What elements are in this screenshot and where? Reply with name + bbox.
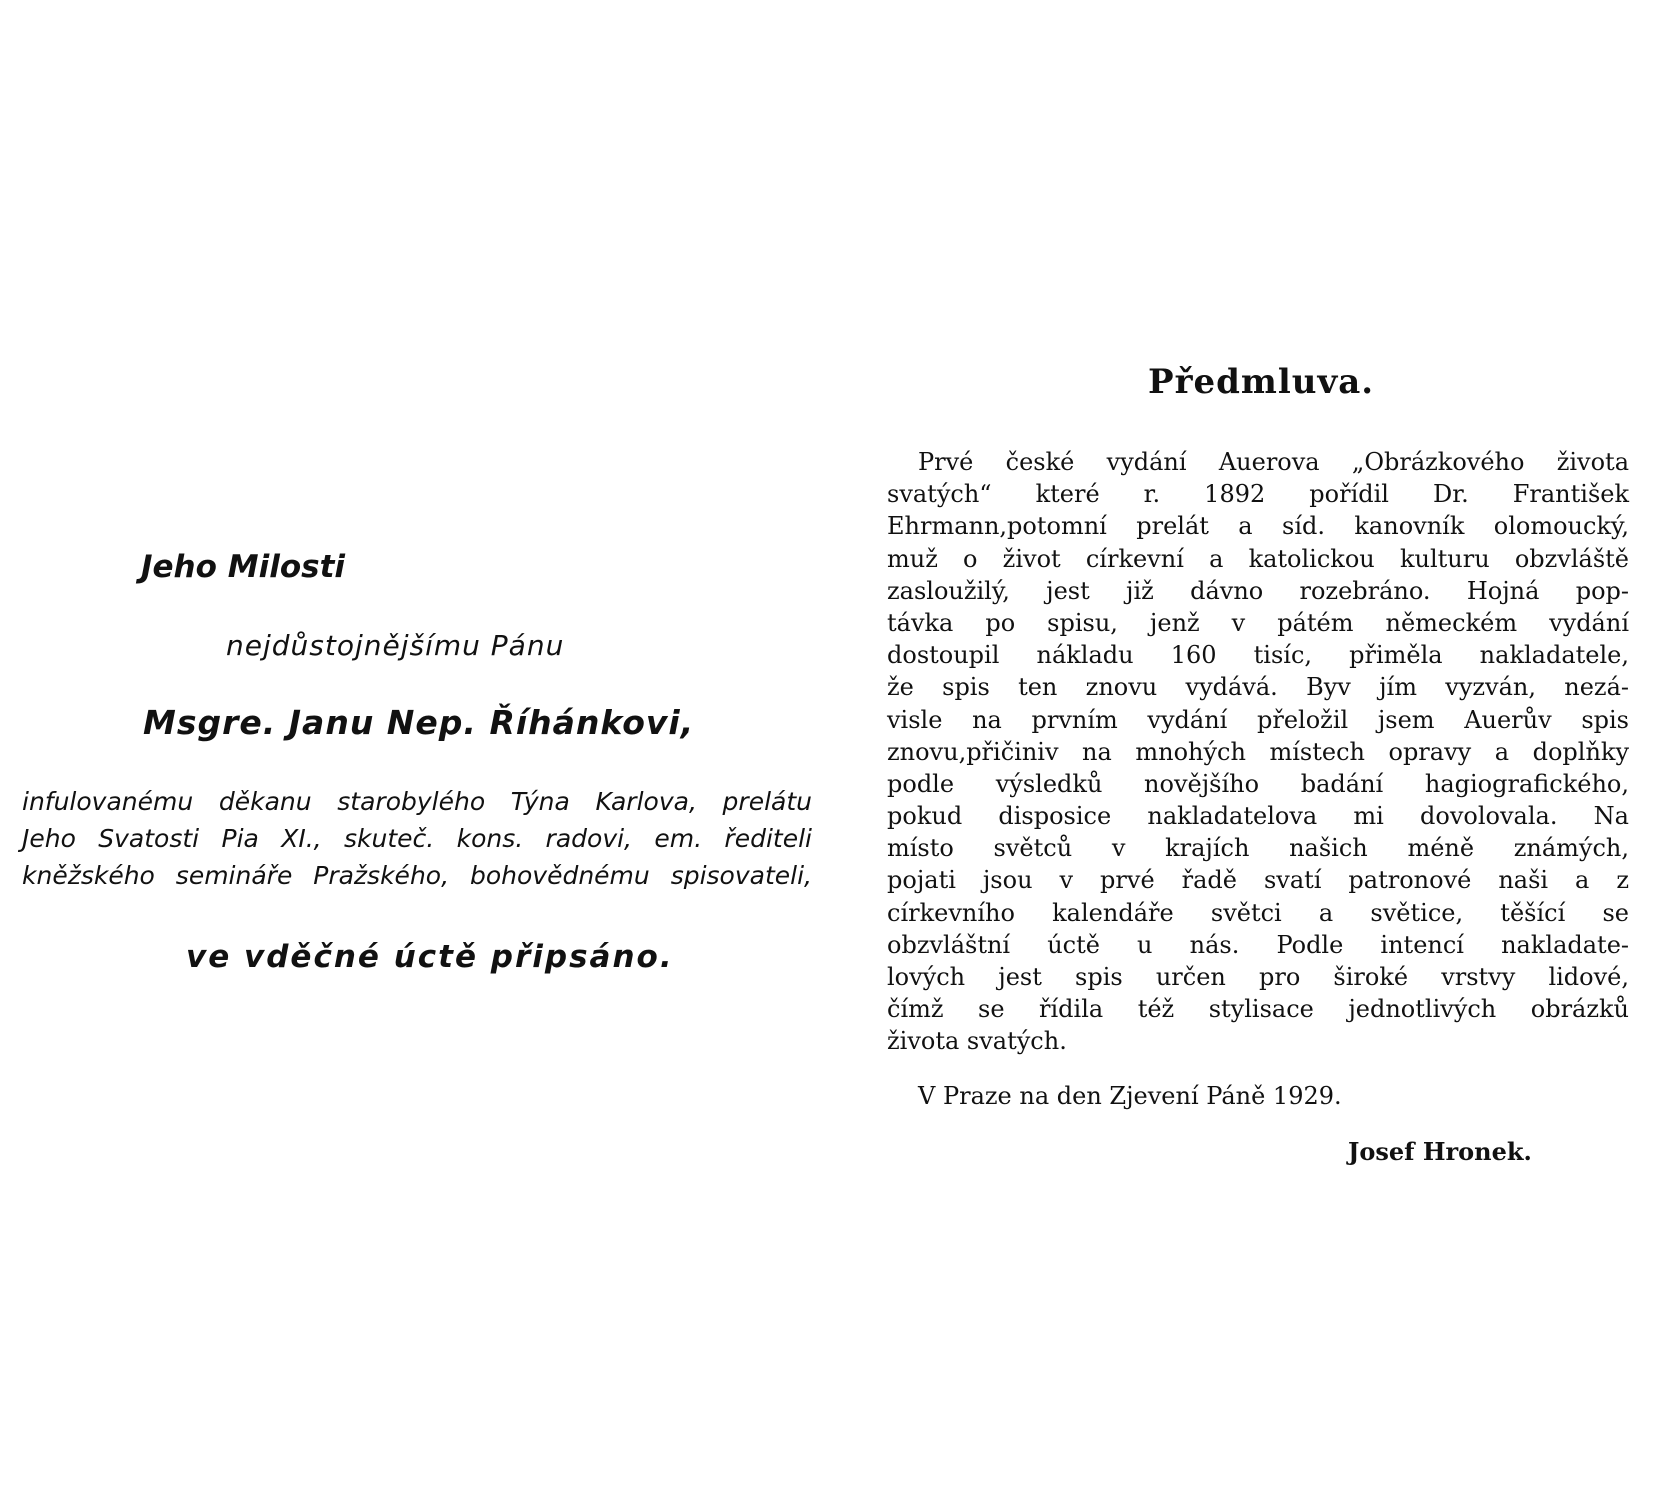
preface-line: pojati jsou v prvé řadě svatí patronové naši a z [887, 866, 1629, 895]
preface-line: církevního kalendáře světci a světice, těšící se [887, 898, 1629, 927]
preface-line: pokud disposice nakladatelova mi dovolovala. Na [887, 802, 1629, 831]
dedication-closing: ve vděčné úctě připsáno. [186, 939, 674, 975]
preface-line: obzvláštní úctě u nás. Podle intencí nakladate- [887, 930, 1629, 959]
preface-line: podle výsledků novějšího badání hagiografického, [887, 769, 1629, 798]
preface-line: života svatých. [887, 1027, 1067, 1056]
preface-line: místo světců v krajích našich méně známých, [887, 834, 1629, 863]
dedication-titles-line: Jeho Svatosti Pia XI., skuteč. kons. radovi, em. řediteli [22, 824, 812, 853]
dedication-recipient-titles [22, 783, 812, 894]
preface-line: visle na prvním vydání přeložil jsem Auerův spis [887, 705, 1629, 734]
preface-line: znovu,přičiniv na mnohých místech opravy a doplňky [887, 737, 1629, 766]
preface-line: dostoupil nákladu 160 tisíc, přiměla nakladatele, [887, 641, 1629, 670]
preface-line: Prvé české vydání Auerova „Obrázkového života [918, 448, 1629, 476]
dedication-honorific: nejdůstojnějšímu Pánu [226, 629, 565, 662]
preface-line: že spis ten znovu vydává. Byv jím vyzván, nezá- [887, 673, 1629, 702]
preface-line: svatých“ které r. 1892 pořídil Dr. František [887, 480, 1629, 509]
preface-line: távka po spisu, jenž v pátém německém vydání [887, 608, 1629, 637]
preface-title: Předmluva. [1148, 362, 1375, 402]
preface-signature: Josef Hronek. [1348, 1137, 1532, 1166]
dedication-recipient-name: Msgre. Janu Nep. Říhánkovi, [143, 703, 695, 742]
dedication-titles-line: kněžského semináře Pražského, bohovědnému spisovateli, [22, 861, 812, 890]
preface-place-date: V Praze na den Zjevení Páně 1929. [918, 1082, 1342, 1110]
preface-body [887, 446, 1629, 1058]
preface-line: Ehrmann,potomní prelát a síd. kanovník olomoucký, [887, 512, 1629, 541]
dedication-titles-line: infulovanému děkanu starobylého Týna Karlova, prelátu [22, 787, 812, 816]
preface-line: muž o život církevní a katolickou kulturu obzvláště [887, 544, 1629, 573]
preface-line: čímž se řídila též stylisace jednotlivých obrázků [887, 995, 1629, 1024]
preface-line: lových jest spis určen pro široké vrstvy lidové, [887, 963, 1629, 991]
preface-line: zasloužilý, jest již dávno rozebráno. Hojná pop- [887, 576, 1629, 605]
dedication-salutation: Jeho Milosti [141, 549, 346, 585]
preface-page [828, 0, 1656, 1500]
